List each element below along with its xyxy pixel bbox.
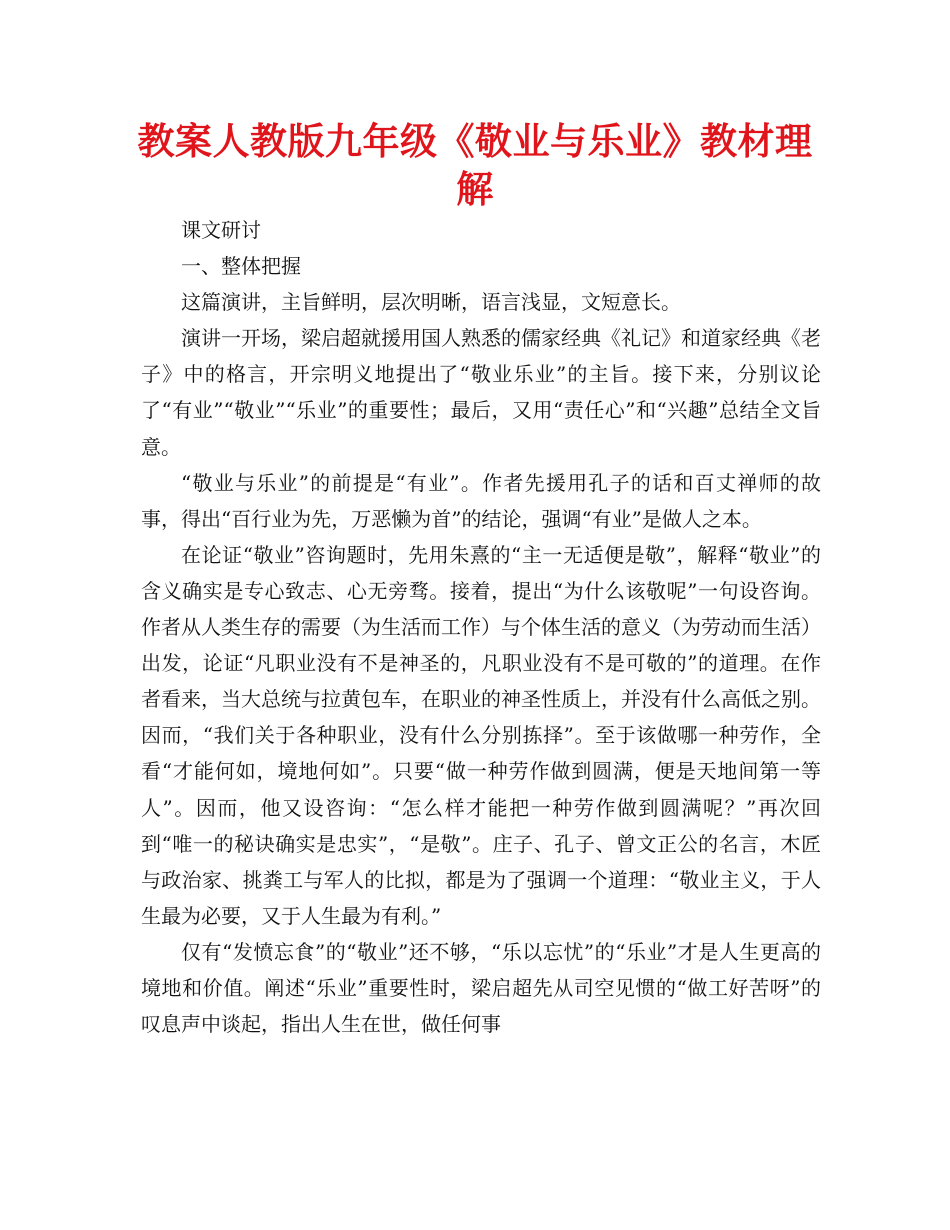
document-title: 教案人教版九年级《敬业与乐业》教材理解 — [137, 120, 813, 211]
paragraph: 仅有“发愤忘食”的“敬业”还不够，“乐以忘忧”的“乐业”才是人生更高的境地和价值。阐述“乐业”重要性时，梁启超先从司空见惯的“做工好苦呀”的叹息声中谈起，指出人生在世，做任何事 — [141, 939, 821, 1037]
paragraph: “敬业与乐业”的前提是“有业”。作者先援用孔子的话和百丈禅师的故事，得出“百行业为先，万恶懒为首”的结论，强调“有业”是做人之本。 — [141, 470, 821, 531]
paragraph: 在论证“敬业”咨询题时，先用朱熹的“主一无适便是敬”，解释“敬业”的含义确实是专心致志、心无旁骛。接着，提出“为什么该敬呢”一句设咨询。作者从人类生存的需要（为生活而工作）与个体生活的意义（为劳动而生活）出发，论证“凡职业没有不是神圣的，凡职业没有不是可敬的”的道理。在作者看来，当大总统与拉黄包车，在职业的神圣性质上，并没有什么高低之别。因而，“我们关于各种职业，没有什么分别拣择”。至于该做哪一种劳作，全看“才能何如，境地何如”。只要“做一种劳作做到圆满，便是天地间第一等人”。因而，他又设咨询：“怎么样才能把一种劳作做到圆满呢？”再次回到“唯一的秘诀确实是忠实”，“是敬”。庄子、孔子、曾文正公的名言，木匠与政治家、挑粪工与军人的比拟，都是为了强调一个道理：“敬业主义，于人生最为必要，又于人生最为有利。” — [141, 542, 821, 928]
document-body — [141, 212, 821, 1042]
section-heading: 课文研讨 — [181, 218, 261, 242]
subsection-heading: 一、整体把握 — [181, 254, 301, 279]
paragraph: 这篇演讲，主旨鲜明，层次明晰，语言浅显，文短意长。 — [181, 290, 681, 315]
paragraph: 演讲一开场，梁启超就援用国人熟悉的儒家经典《礼记》和道家经典《老子》中的格言，开宗明义地提出了“敬业乐业”的主旨。接下来，分别议论了“有业”“敬业”“乐业”的重要性；最后，又用“责任心”和“兴趣”总结全文旨意。 — [141, 326, 821, 459]
